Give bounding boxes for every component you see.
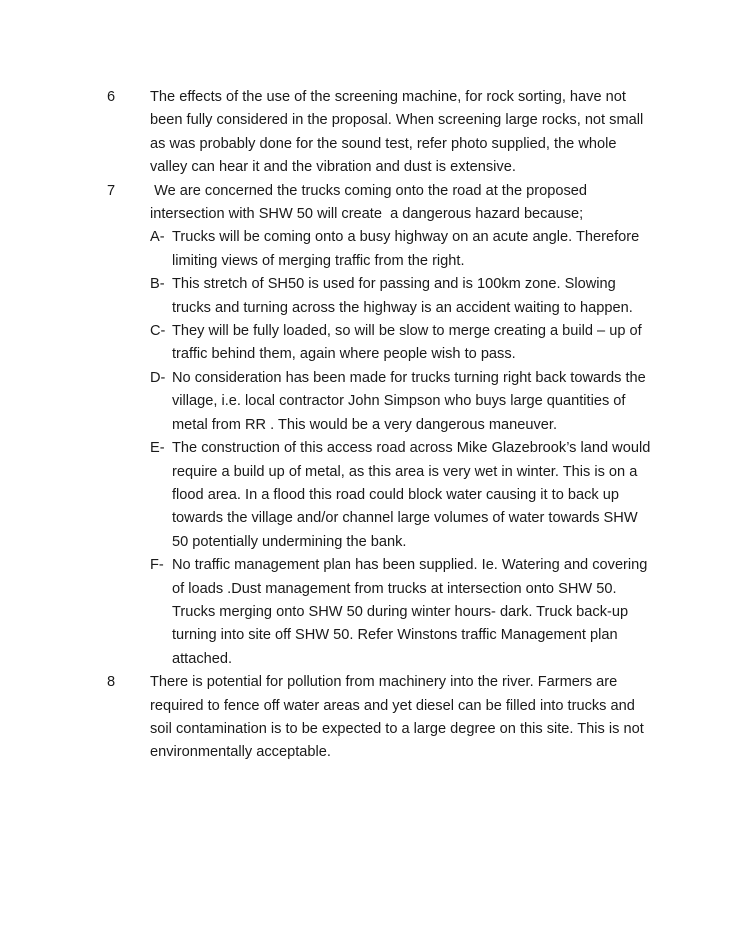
subpoint-a [0, 226, 732, 273]
subpoint-text: The construction of this access road across Mike Glazebrook’s land would require a build up of metal, as this area is very wet in winter. This is on a flood area. In a flood this road could block water causing it to back up towards the village and/or channel large volumes of water towards SHW 50 potentially undermining the bank. [172, 440, 651, 550]
subpoint-e [0, 437, 732, 554]
point-6 [0, 86, 732, 180]
subpoint-letter: F- [150, 557, 164, 574]
subpoint-letter: A- [150, 229, 165, 246]
subpoint-letter: C- [150, 323, 166, 340]
point-text: There is potential for pollution from machinery into the river. Farmers are required to fence off water areas and yet diesel can be filled into trucks and soil contamination is to be expected to a large degree on this site. This is not environmentally acceptable. [150, 674, 644, 761]
subpoint-letter: E- [150, 440, 165, 457]
point-number: 8 [107, 674, 116, 691]
subpoint-letter: B- [150, 276, 165, 293]
subpoint-text: Trucks will be coming onto a busy highway on an acute angle. Therefore limiting views of merging traffic from the right. [172, 229, 640, 269]
subpoint-text: No consideration has been made for trucks turning right back towards the village, i.e. local contractor John Simpson who buys large quantities of metal from RR . This would be a very dangerous maneuver. [172, 369, 646, 433]
subpoint-d [0, 367, 732, 437]
point-text: We are concerned the trucks coming onto the road at the proposed intersection with SHW 50 will create a dangerous hazard because; [150, 182, 592, 223]
subpoint-text: No traffic management plan has been supplied. Ie. Watering and covering of loads .Dust management from trucks at intersection onto SHW 50. Trucks merging onto SHW 50 during winter hours- dark. Truck back-up turning into site off SHW 50. Refer Winstons traffic Management plan attached. [172, 557, 648, 667]
subpoint-letter: D- [150, 369, 166, 386]
subpoint-text: This stretch of SH50 is used for passing and is 100km zone. Slowing trucks and turning across the highway is an accident waiting to happen. [172, 276, 633, 316]
point-number: 6 [107, 89, 116, 105]
subpoint-text: They will be fully loaded, so will be slow to merge creating a build – up of traffic behind them, again where people wish to pass. [172, 323, 642, 363]
point-number: 7 [107, 182, 116, 199]
point-text: The effects of the use of the screening machine, for rock sorting, have not been fully considered in the proposal. When screening large rocks, not small as was probably done for the sound test, refer photo supplied, the whole valley can hear it and the vibration and dust is extensive. [150, 89, 644, 176]
point-8 [0, 671, 732, 765]
subpoint-c [0, 320, 732, 367]
subpoint-f [0, 554, 732, 671]
subpoint-b [0, 273, 732, 320]
document-body [0, 86, 732, 765]
point-7 [0, 180, 732, 672]
